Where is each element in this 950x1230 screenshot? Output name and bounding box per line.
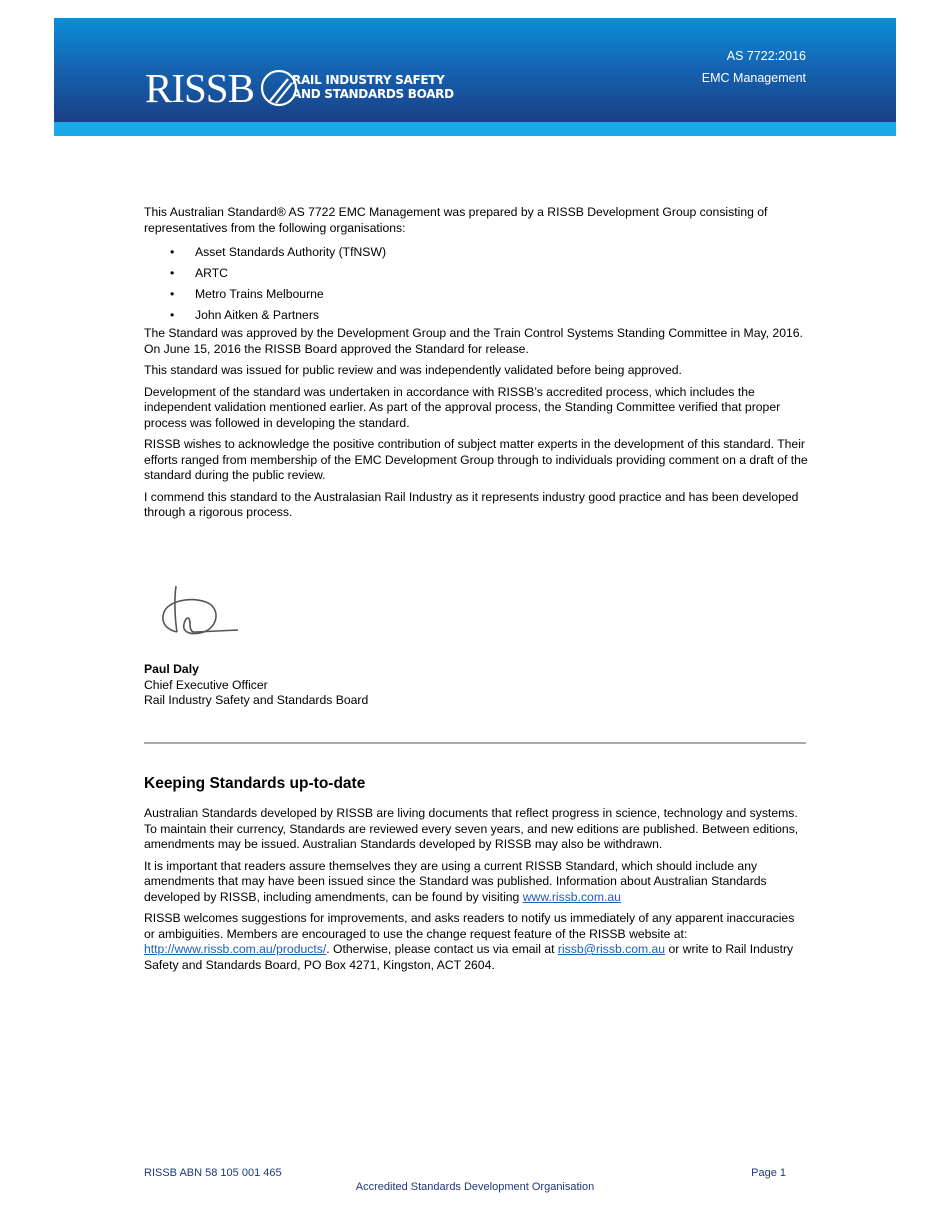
preface-paragraph: RISSB wishes to acknowledge the positive contribution of subject matter experts in the development of this standard. Their efforts ranged from membership of the EMC Development Group through to individuals providing comment on a draft of the standard during the public review. — [144, 437, 808, 482]
document-id — [702, 45, 806, 89]
keeping-p3-text-1: RISSB welcomes suggestions for improvements, and asks readers to notify us immediately of any apparent inaccuracies or ambiguities. Members are encouraged to use the change request feature of the RISSB website at: — [144, 911, 795, 941]
keeping-p3-text-2: . Otherwise, please contact us via email at — [326, 942, 558, 956]
preface-intro: This Australian Standard® AS 7722 EMC Management was prepared by a RISSB Development Group consisting of representatives from the following organisations: — [144, 205, 768, 235]
keeping-paragraph-1: Australian Standards developed by RISSB are living documents that reflect progress in science, technology and systems. To maintain their currency, Standards are reviewed every seven years, and new editions are published. Between editions, amendments may be issued. Australian Standards developed by RISSB may also be withdrawn. — [144, 806, 799, 851]
email-link[interactable]: rissb@rissb.com.au — [557, 942, 666, 956]
preface-paragraph: The Standard was approved by the Development Group and the Train Control Systems Standing Committee in May, 2016. On June 15, 2016 the RISSB Board approved the Standard for release. — [144, 326, 803, 356]
organisation-item: • John Aitken & Partners — [144, 305, 808, 326]
preface — [144, 205, 808, 527]
keeping-standards-section — [144, 806, 808, 979]
keeping-p2-text: It is important that readers assure themselves they are using a current RISSB Standard, which should include any amendments that may have been issued since the Standard was published. Information about Australian Standards developed by RISSB, including amendments, can be found by visiting — [144, 858, 767, 904]
organisation-list — [144, 242, 808, 326]
logo-org-line2: AND STANDARDS BOARD — [292, 87, 454, 101]
signatory-organisation: Rail Industry Safety and Standards Board — [144, 693, 369, 707]
section-divider — [144, 742, 806, 744]
footer-accreditation: Accredited Standards Development Organisation — [355, 1181, 595, 1193]
logo-org-line1: RAIL INDUSTRY SAFETY — [292, 73, 445, 87]
header-stripe — [54, 122, 896, 136]
preface-paragraph: Development of the standard was undertaken in accordance with RISSB’s accredited process, which includes the independent validation mentioned earlier. As part of the approval process, the Standing Committee verified that proper process was followed in developing the standard. — [144, 384, 781, 430]
keeping-paragraph-3 — [144, 911, 808, 973]
rissb-logo — [145, 66, 300, 110]
organisation-item: • ARTC — [144, 263, 808, 284]
keeping-standards-heading: Keeping Standards up-to-date — [144, 775, 366, 792]
signatory-name: Paul Daly — [144, 662, 199, 676]
signatory-title: Chief Executive Officer — [144, 677, 268, 692]
signatory-block — [144, 662, 368, 709]
preface-paragraph: I commend this standard to the Australasian Rail Industry as it represents industry good practice and has been developed through a rigorous process. — [144, 489, 799, 519]
rissb-website-link[interactable]: www.rissb.com.au — [522, 889, 621, 904]
doc-number: AS 7722:2016 — [726, 49, 806, 63]
doc-title: EMC Management — [701, 71, 806, 85]
logo-org-name — [292, 73, 454, 101]
logo-wordmark: RISSB — [145, 65, 254, 111]
footer-page-number: Page 1 — [751, 1167, 786, 1179]
products-page-link[interactable]: http://www.rissb.com.au/products/ — [144, 942, 327, 956]
keeping-p3-text-3: or write to Rail Industry Safety and Standards Board, PO Box 4271, Kingston, ACT 2604. — [144, 942, 794, 972]
preface-paragraph: This standard was issued for public review and was independently validated before being approved. — [144, 363, 682, 377]
organisation-item: • Metro Trains Melbourne — [144, 284, 808, 305]
keeping-paragraph-2 — [144, 859, 808, 906]
signature — [156, 580, 246, 640]
footer-abn: RISSB ABN 58 105 001 465 — [144, 1167, 282, 1179]
organisation-item: • Asset Standards Authority (TfNSW) — [144, 242, 808, 263]
